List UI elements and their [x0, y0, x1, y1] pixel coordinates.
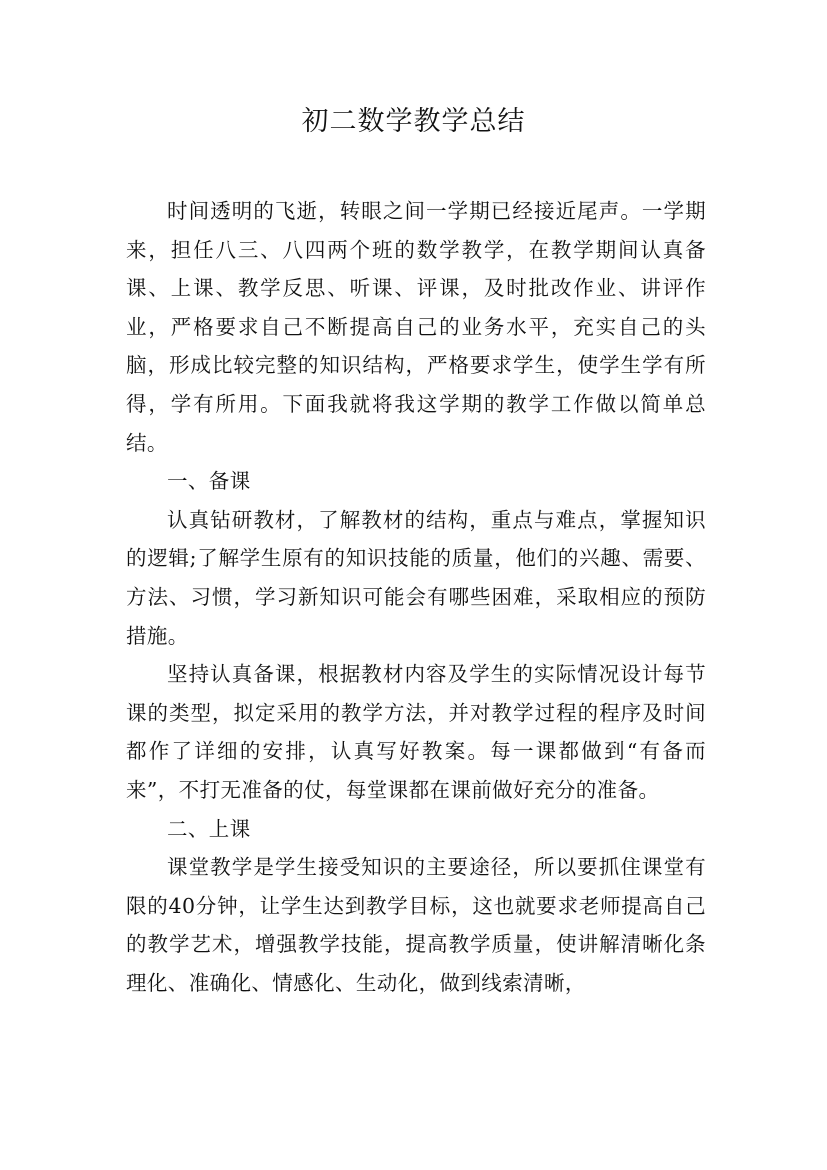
document-body: [126, 192, 706, 1002]
paragraph-lesson-prep-2: 坚持认真备课，根据教材内容及学生的实际情况设计每节课的类型，拟定采用的教学方法，并对教学过程的程序及时间都作了详细的安排，认真写好教案。每一课都做到“有备而来”，不打无准备的仗，每堂课都在课前做好充分的准备。: [126, 662, 706, 802]
section-heading-teaching: 二、上课: [167, 816, 251, 841]
paragraph-lesson-prep-1: 认真钻研教材，了解教材的结构，重点与难点，掌握知识的逻辑;了解学生原有的知识技能的质量，他们的兴趣、需要、方法、习惯，学习新知识可能会有哪些困难，采取相应的预防措施。: [126, 507, 706, 648]
paragraph-intro: 时间透明的飞逝，转眼之间一学期已经接近尾声。一学期来，担任八三、八四两个班的数学教学，在教学期间认真备课、上课、教学反思、听课、评课，及时批改作业、讲评作业，严格要求自己不断提高自己的业务水平，充实自己的头脑，形成比较完整的知识结构，严格要求学生，使学生学有所得，学有所用。下面我就将我这学期的教学工作做以简单总结。: [126, 199, 706, 455]
paragraph-teaching-1: 课堂教学是学生接受知识的主要途径，所以要抓住课堂有限的40分钟，让学生达到教学目标，这也就要求老师提高自己的教学艺术，增强教学技能，提高教学质量，使讲解清晰化条理化、准确化、情感化、生动化，做到线索清晰，: [126, 855, 706, 995]
section-heading-lesson-prep: 一、备课: [167, 469, 251, 494]
document-title: 初二数学教学总结: [301, 106, 526, 137]
